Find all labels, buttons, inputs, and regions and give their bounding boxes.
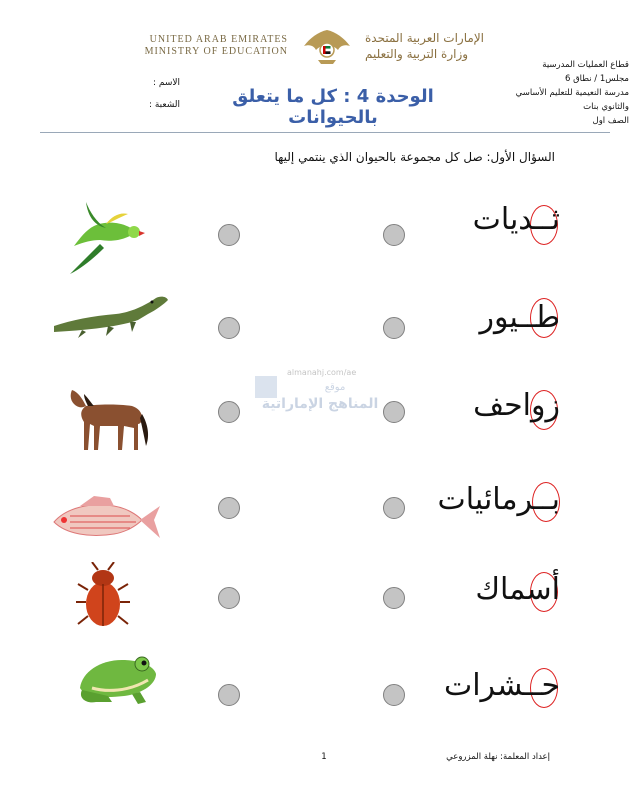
ministry-name-english <box>128 34 288 58</box>
match-dot-left[interactable] <box>218 587 240 609</box>
school-line: مدرسة النعيمية للتعليم الأساسي <box>515 88 629 98</box>
match-dot-right[interactable] <box>383 401 405 423</box>
match-dot-right[interactable] <box>383 497 405 519</box>
match-dot-left[interactable] <box>218 684 240 706</box>
beetle-image <box>76 562 130 630</box>
match-dot-right[interactable] <box>383 684 405 706</box>
question-text: السؤال الأول: صل كل مجموعة بالحيوان الذي ينتمي إليها <box>274 150 555 164</box>
watermark-line2: المناهج الإماراتية <box>261 396 379 412</box>
crocodile-image <box>52 288 170 338</box>
school-line: مجلس1 / نطاق 6 <box>564 74 629 84</box>
prepared-by: إعداد المعلمة: نهلة المزروعي <box>446 752 550 762</box>
watermark-logo-icon <box>255 376 277 398</box>
match-dot-right[interactable] <box>383 224 405 246</box>
page-title: الوحدة 4 : كل ما يتعلق بالحيوانات <box>232 86 434 128</box>
watermark-url: almanahj.com/ae <box>287 368 357 377</box>
frog-image <box>72 648 158 706</box>
category-word: بــرمائيات <box>437 482 560 517</box>
match-dot-left[interactable] <box>218 317 240 339</box>
page-number: 1 <box>321 752 327 762</box>
category-word: زواحف <box>473 388 560 423</box>
parrot-image <box>66 196 146 278</box>
school-line: والثانوي بنات <box>583 102 629 112</box>
match-dot-left[interactable] <box>218 497 240 519</box>
section-label: الشعبة : <box>148 100 180 110</box>
school-info <box>489 58 629 128</box>
school-line: قطاع العمليات المدرسية <box>542 60 629 70</box>
match-dot-right[interactable] <box>383 587 405 609</box>
ministry-ar-line2: وزارة التربية والتعليم <box>365 47 469 61</box>
school-line: الصف اول <box>592 116 629 126</box>
header-divider <box>40 132 610 133</box>
category-word: ثــديات <box>472 202 560 237</box>
match-dot-right[interactable] <box>383 317 405 339</box>
category-word: أسماك <box>475 572 560 607</box>
fish-image <box>50 494 162 546</box>
category-word: حــشرات <box>443 668 560 703</box>
match-dot-left[interactable] <box>218 224 240 246</box>
horse-image <box>68 384 152 454</box>
watermark-line1: موقع <box>324 382 346 393</box>
watermark <box>255 368 385 438</box>
category-word: طــيور <box>479 300 560 335</box>
match-dot-left[interactable] <box>218 401 240 423</box>
uae-emblem-icon <box>296 26 358 66</box>
name-label: الاسم : <box>152 78 180 88</box>
ministry-ar-line1: الإمارات العربية المتحدة <box>365 31 484 45</box>
ministry-en-line2: MINISTRY OF EDUCATION <box>144 46 288 57</box>
ministry-en-line1: UNITED ARAB EMIRATES <box>149 34 288 45</box>
